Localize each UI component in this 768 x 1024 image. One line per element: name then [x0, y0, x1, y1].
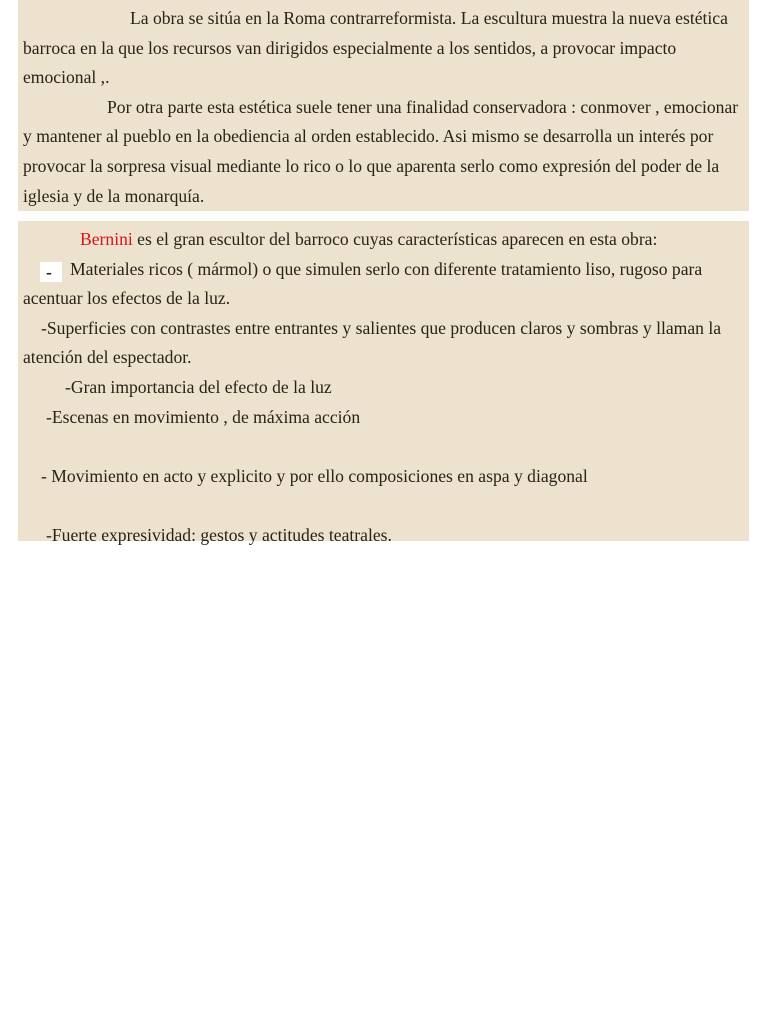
- artist-name: Bernini: [80, 229, 133, 249]
- features-panel: [18, 221, 749, 545]
- intro-panel: [18, 0, 749, 211]
- feature-item-surfaces: -Superficies con contrastes entre entrantes y salientes que producen claros y sombras y llaman la atención del espectador.: [23, 317, 722, 368]
- intro-paragraph-2: Por otra parte esta estética suele tener una finalidad conservadora : conmover , emocionar y mantener al pueblo en la obediencia al orden establecido. Asi mismo se desarrolla un interés por provocar la sorpresa visual mediante lo rico o lo que aparenta serlo como expresión del poder de la iglesia y de la monarquía.: [23, 96, 739, 206]
- spacer: [23, 491, 745, 521]
- feature-item-materials: [23, 255, 745, 314]
- feature-item-materials-text: Materiales ricos ( mármol) o que simulen serlo con diferente tratamiento liso, rugoso para acentuar los efectos de la luz.: [23, 258, 703, 309]
- intro-paragraph-1: La obra se sitúa en la Roma contrarreformista. La escultura muestra la nueva estética barroca en la que los recursos van dirigidos especialmente a los sentidos, a provocar impacto emocional ,.: [23, 8, 728, 88]
- spacer: [23, 432, 745, 462]
- feature-item-movement-scenes: -Escenas en movimiento , de máxima acción: [46, 406, 361, 427]
- feature-item-expressivity: -Fuerte expresividad: gestos y actitudes teatrales.: [46, 524, 392, 545]
- features-intro: [23, 225, 745, 255]
- bullet-marker: -: [40, 262, 62, 282]
- feature-item-movement-composition: - Movimiento en acto y explicito y por ello composiciones en aspa y diagonal: [41, 465, 588, 486]
- features-intro-text: es el gran escultor del barroco cuyas características aparecen en esta obra:: [132, 229, 658, 249]
- feature-item-light: -Gran importancia del efecto de la luz: [65, 376, 332, 397]
